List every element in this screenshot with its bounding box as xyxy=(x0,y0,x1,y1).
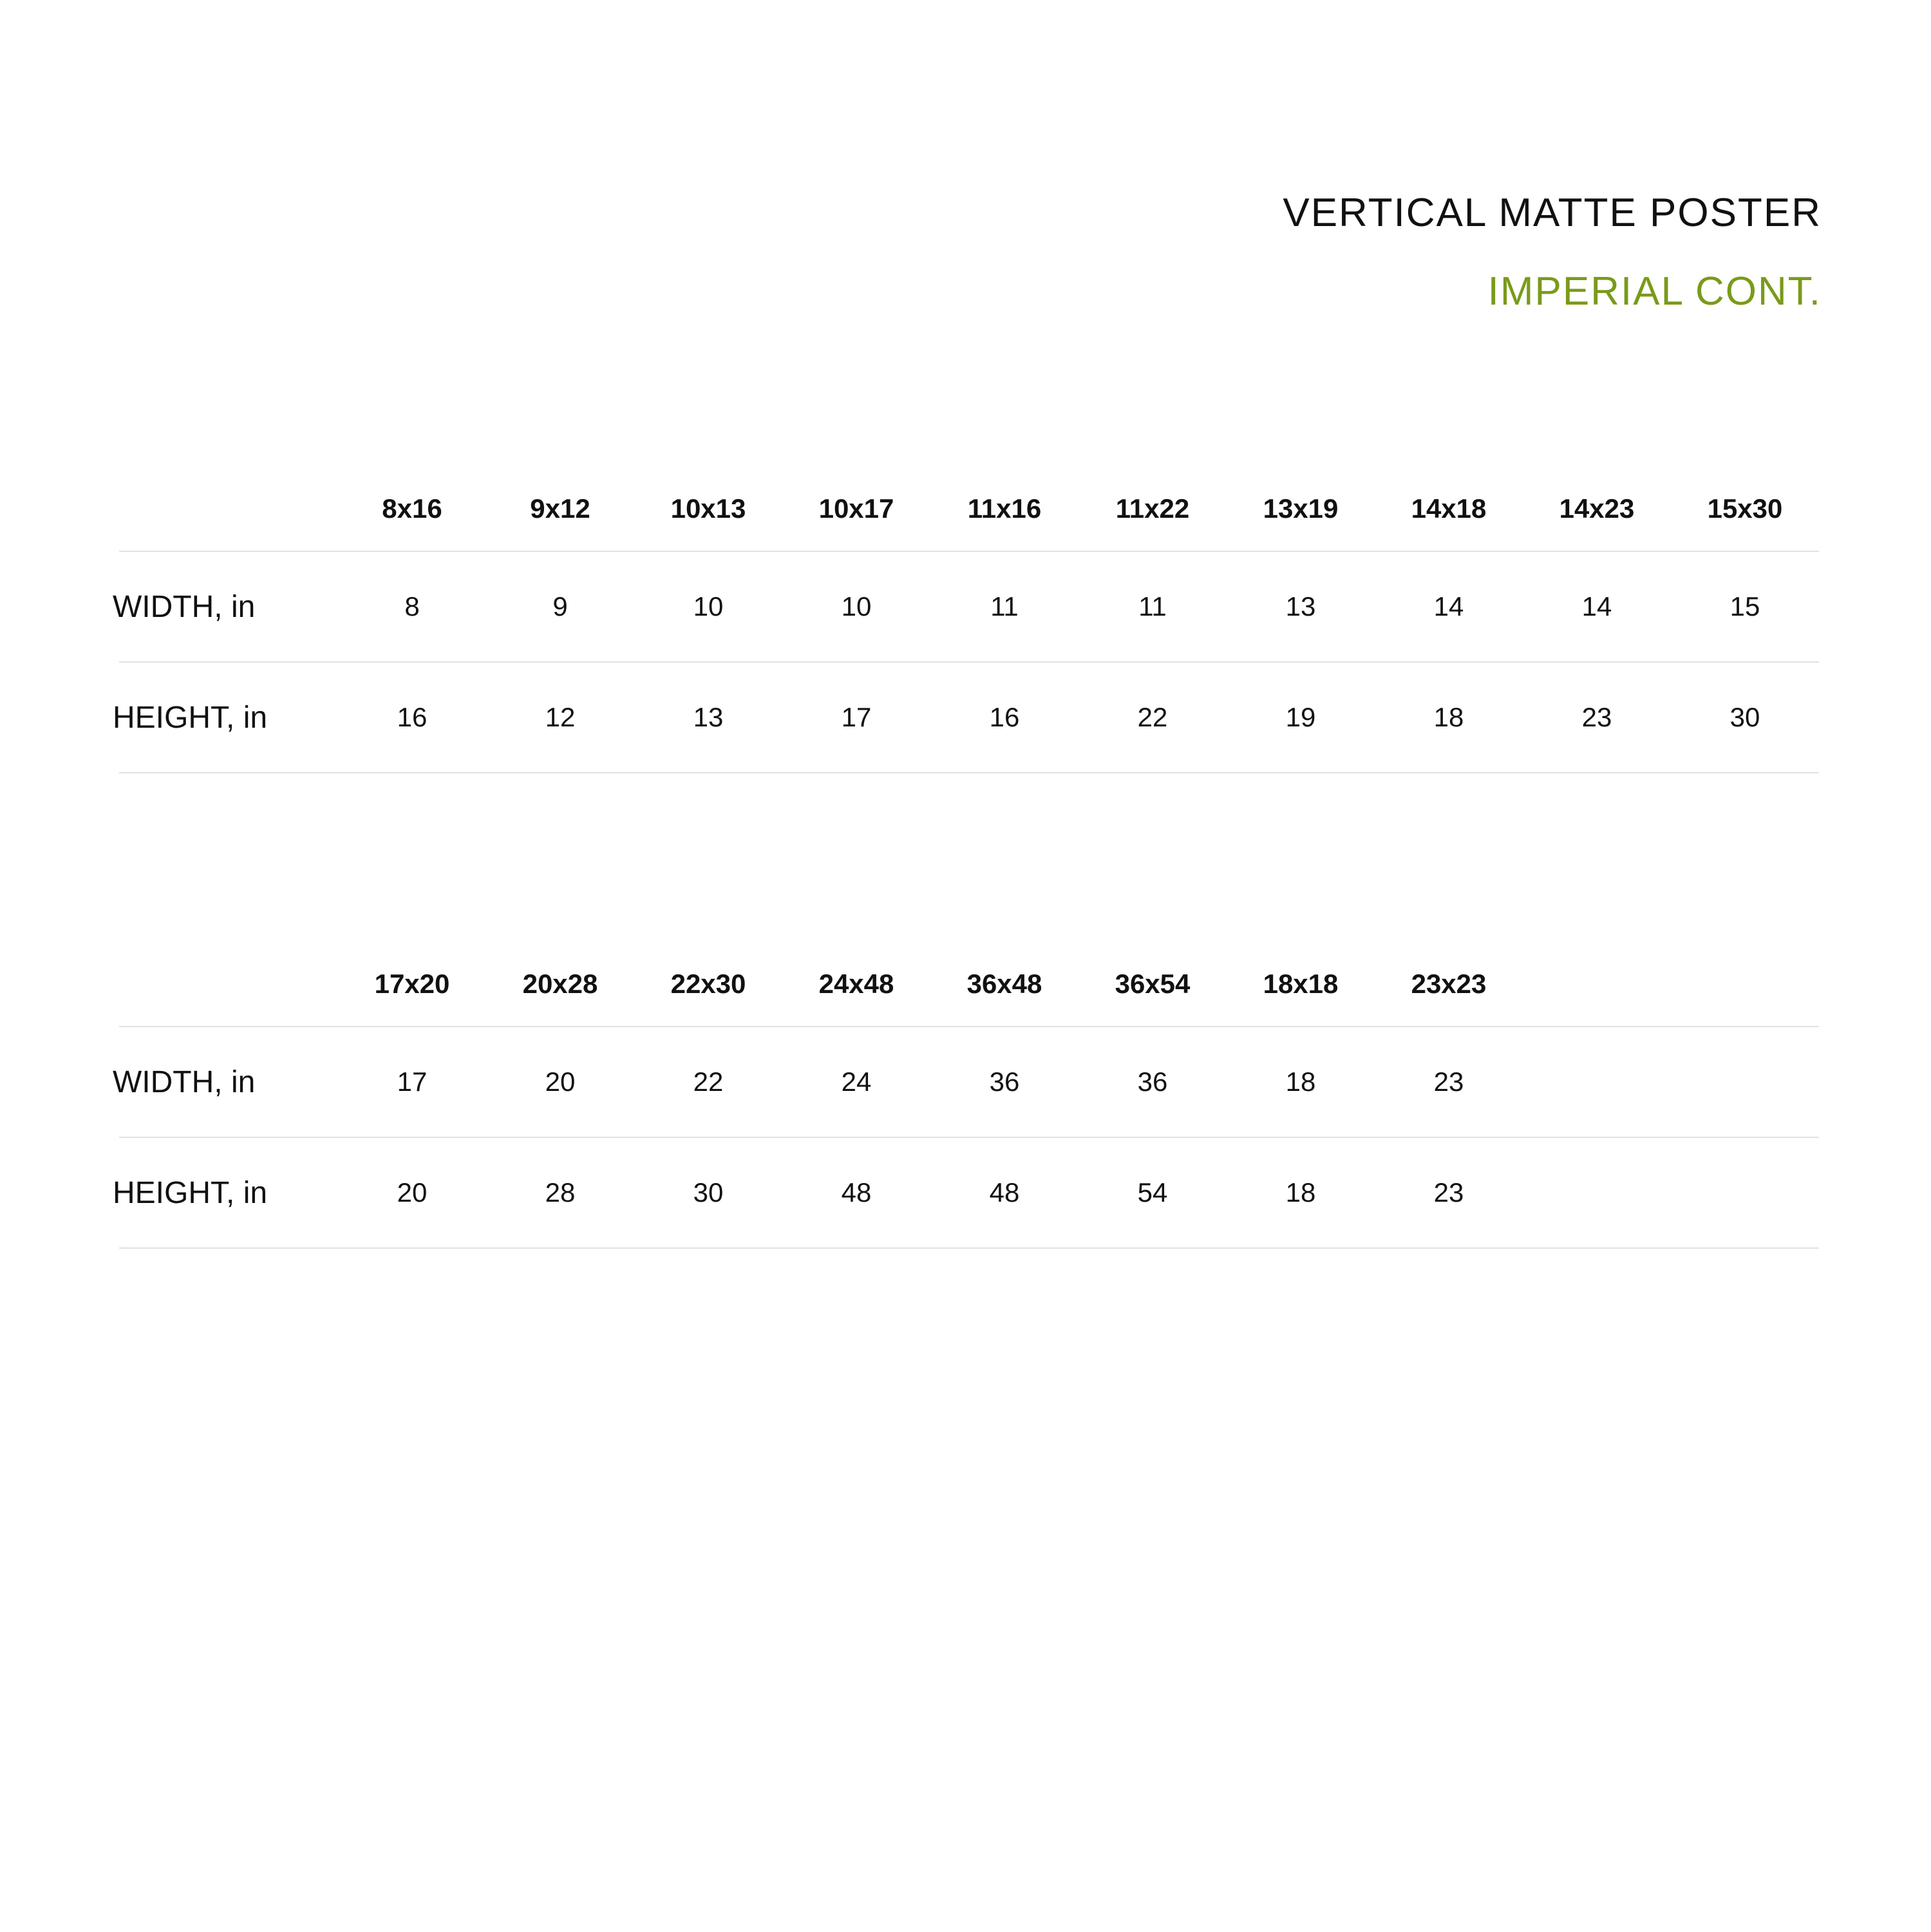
page-header xyxy=(1283,193,1822,312)
width-label: WIDTH, in xyxy=(113,551,332,662)
height-cell: 30 xyxy=(634,1137,782,1248)
height-cell xyxy=(1671,1137,1819,1248)
size-header-row xyxy=(119,942,1819,1027)
size-header: 13x19 xyxy=(1263,493,1339,524)
size-header: 36x48 xyxy=(966,969,1042,999)
width-cell: 36 xyxy=(930,1027,1079,1137)
height-cell: 54 xyxy=(1079,1137,1227,1248)
height-row xyxy=(119,662,1819,773)
height-row xyxy=(119,1137,1819,1248)
width-cell: 15 xyxy=(1671,551,1819,662)
size-header: 17x20 xyxy=(374,969,450,999)
width-cell: 10 xyxy=(634,551,782,662)
width-row xyxy=(119,1027,1819,1137)
size-header: 36x54 xyxy=(1115,969,1191,999)
size-header: 11x22 xyxy=(1115,493,1190,524)
height-cell: 23 xyxy=(1523,662,1671,773)
page-title: VERTICAL MATTE POSTER xyxy=(1283,191,1822,235)
size-header: 10x13 xyxy=(670,493,746,524)
height-cell: 30 xyxy=(1671,662,1819,773)
height-cell: 17 xyxy=(782,662,930,773)
header-empty-cell xyxy=(119,942,338,1027)
size-table-2 xyxy=(113,942,1819,1249)
width-cell: 10 xyxy=(782,551,930,662)
size-header: 9x12 xyxy=(530,493,590,524)
size-header: 24x48 xyxy=(818,969,894,999)
width-cell: 22 xyxy=(634,1027,782,1137)
height-cell: 18 xyxy=(1227,1137,1375,1248)
height-cell: 48 xyxy=(782,1137,930,1248)
height-cell: 28 xyxy=(486,1137,634,1248)
size-header: 18x18 xyxy=(1263,969,1339,999)
width-cell: 9 xyxy=(486,551,634,662)
height-cell: 16 xyxy=(930,662,1079,773)
width-cell: 18 xyxy=(1227,1027,1375,1137)
size-header: 15x30 xyxy=(1707,493,1783,524)
size-table-1 xyxy=(113,467,1819,773)
width-cell: 23 xyxy=(1375,1027,1523,1137)
size-header: 20x28 xyxy=(522,969,598,999)
width-cell: 17 xyxy=(338,1027,486,1137)
width-cell: 11 xyxy=(1079,551,1227,662)
height-cell: 19 xyxy=(1227,662,1375,773)
page-subtitle: IMPERIAL CONT. xyxy=(1487,269,1822,314)
size-header: 11x16 xyxy=(967,493,1042,524)
header-empty-cell xyxy=(119,467,338,551)
width-cell xyxy=(1671,1027,1819,1137)
width-cell: 8 xyxy=(338,551,486,662)
size-header: 23x23 xyxy=(1411,969,1487,999)
width-cell: 14 xyxy=(1523,551,1671,662)
size-header: 22x30 xyxy=(670,969,746,999)
size-header xyxy=(1671,942,1819,1027)
width-row xyxy=(119,551,1819,662)
width-cell: 13 xyxy=(1227,551,1375,662)
width-cell: 20 xyxy=(486,1027,634,1137)
size-header: 14x18 xyxy=(1411,493,1487,524)
height-label: HEIGHT, in xyxy=(113,662,332,773)
width-cell: 24 xyxy=(782,1027,930,1137)
width-label: WIDTH, in xyxy=(113,1027,332,1137)
width-cell: 11 xyxy=(930,551,1079,662)
height-cell xyxy=(1523,1137,1671,1248)
size-header: 8x16 xyxy=(382,493,442,524)
height-cell: 16 xyxy=(338,662,486,773)
size-header-row xyxy=(119,467,1819,551)
height-cell: 13 xyxy=(634,662,782,773)
width-cell xyxy=(1523,1027,1671,1137)
width-cell: 14 xyxy=(1375,551,1523,662)
size-header xyxy=(1523,942,1671,1027)
size-header: 14x23 xyxy=(1559,493,1635,524)
size-header: 10x17 xyxy=(818,493,894,524)
height-cell: 12 xyxy=(486,662,634,773)
width-cell: 36 xyxy=(1079,1027,1227,1137)
height-cell: 23 xyxy=(1375,1137,1523,1248)
height-cell: 48 xyxy=(930,1137,1079,1248)
height-cell: 18 xyxy=(1375,662,1523,773)
height-cell: 20 xyxy=(338,1137,486,1248)
height-label: HEIGHT, in xyxy=(113,1137,332,1248)
height-cell: 22 xyxy=(1079,662,1227,773)
